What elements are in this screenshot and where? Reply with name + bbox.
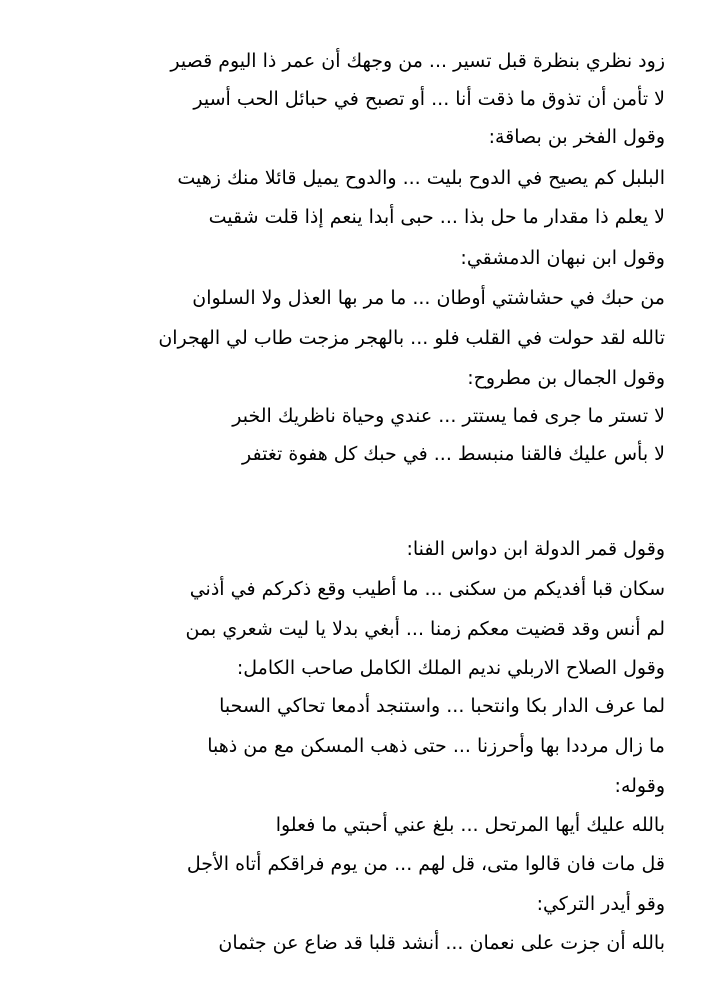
text-line: ما زال مرددا بها وأحرزنا ... حتى ذهب المسكن مع من ذهبا — [207, 735, 665, 757]
text-line: بالله أن جزت على نعمان ... أنشد قلبا قد ضاع عن جثمان — [218, 932, 665, 954]
text-line: بالله عليك أيها المرتحل ... بلغ عني أحبتي ما فعلوا — [275, 814, 665, 836]
text-line: لم أنس وقد قضيت معكم زمنا ... أبغي بدلا يا ليت شعري بمن — [185, 618, 665, 640]
text-line: من حبك في حشاشتي أوطان ... ما مر بها العذل ولا السلوان — [192, 287, 665, 309]
text-line: تالله لقد حولت في القلب فلو ... بالهجر مزجت طاب لي الهجران — [158, 327, 665, 349]
text-line: سكان قبا أفديكم من سكنى ... ما أطيب وقع ذكركم في أذني — [189, 578, 665, 600]
text-line: لا بأس عليك فالقنا منبسط ... في حبك كل هفوة تغتفر — [242, 443, 665, 465]
text-line: لا تستر ما جرى فما يستتر ... عندي وحياة ناظريك الخبر — [232, 405, 665, 427]
text-line: البلبل كم يصيح في الدوح بليت ... والدوح يميل قائلا منك زهيت — [177, 167, 665, 189]
section-heading: وقوله: — [614, 775, 665, 797]
section-heading: وقول قمر الدولة ابن دواس الفنا: — [406, 538, 665, 560]
section-heading: وقول ابن نبهان الدمشقي: — [460, 247, 665, 269]
section-heading: وقول الجمال بن مطروح: — [467, 367, 665, 389]
section-heading: وقول الفخر بن بصاقة: — [488, 126, 665, 148]
text-line: زود نظري بنظرة قبل تسير ... من وجهك أن عمر ذا اليوم قصير — [170, 50, 665, 72]
text-line: لا يعلم ذا مقدار ما حل بذا ... حبى أبدا ينعم إذا قلت شقيت — [208, 206, 665, 228]
text-line: لما عرف الدار بكا وانتحبا ... واستنجد أدمعا تحاكي السحبا — [219, 695, 665, 717]
section-heading: وقو أيدر التركي: — [536, 893, 665, 915]
text-line: لا تأمن أن تذوق ما ذقت أنا ... أو تصبح في حبائل الحب أسير — [193, 88, 665, 110]
section-heading: وقول الصلاح الاربلي نديم الملك الكامل صاحب الكامل: — [236, 657, 665, 679]
text-line: قل مات فان قالوا متى، قل لهم ... من يوم فراقكم أتاه الأجل — [186, 853, 665, 875]
